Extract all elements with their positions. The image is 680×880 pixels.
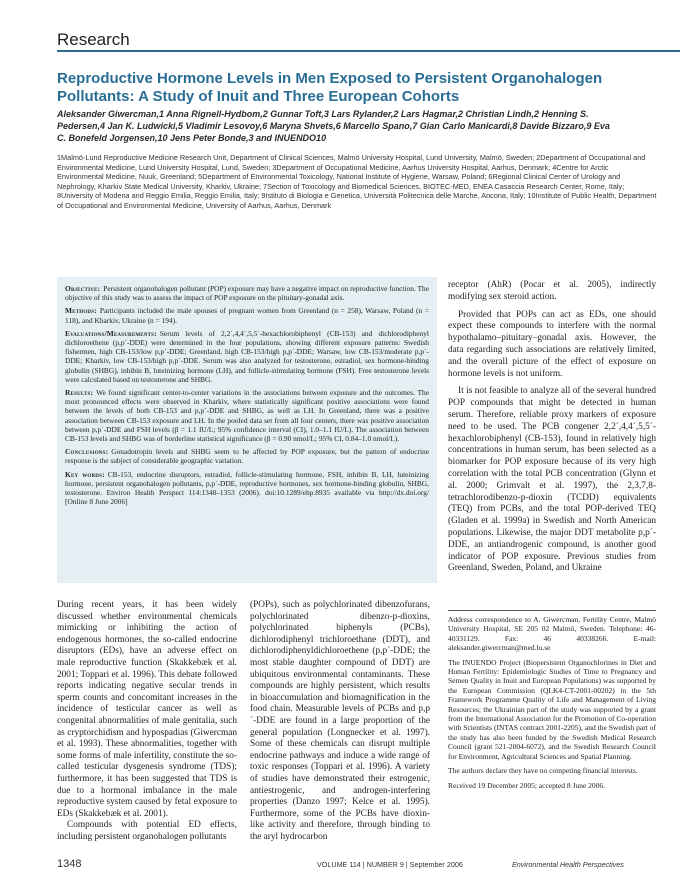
page-footer — [57, 858, 657, 872]
page-number: 1348 — [57, 858, 82, 870]
abstract-conclusions-heading: Conclusions: — [65, 447, 109, 457]
correspondence-address: Address correspondence to A. Giwercman, Fertility Centre, Malmö University Hospital, SE 205 02 Malmö, Sweden. Telephone: 46-40331129. Fax: 46 40338266. E-mail: aleksander.giwercman@med.lu.se — [448, 615, 656, 653]
affiliations: 1Malmö-Lund Reproductive Medicine Research Unit, Department of Clinical Sciences, Malmö University Hospital, Lund University, Malmö, Sweden; 2Department of Occupational and Environmental Medicine, Lund University Hospital, Lund, Sweden; 3Department of Occupational Medicine, Aarhus University Hospital, Aarhus, Denmark; 4Centre for Arctic Environmental Medicine, Nuuk, Greenland; 5Department of Environmental Toxicology, National Institute of Hygiene, Warsaw, Poland; 6Regional Clinical Center of Urology and Nephrology, Kharkiv State Medical University, Kharkiv, Ukraine; 7Section of Toxicology and Biomedical Sciences, BIOTEC-MED, ENEA Casaccia Research Center, Rome, Italy; 8University of Modena and Reggio Emilia, Reggio Emilia, Italy; 9Istituto di Biologia e Genetica, Università Politecnica delle Marche, Ancona, Italy; 10Institute of Public Health, Department of Occupational and Environmental Medicine, University of Aarhus, Aarhus, Denmark — [57, 153, 657, 210]
abstract-evaluations — [65, 329, 429, 384]
abstract-evaluations-text: Serum levels of 2,2´,4,4´,5,5´-hexachlorobiphenyl (CB-153) and dichlorodiphenyl dichloroethene (p,p´-DDE) were determined in the four populations, showing different exposure patterns: Swedish fishermen, high CB-153/low p,p´-DDE; Greenland, high CB-153/high p,p´-DDE; Warsaw, low CB-153/moderate p,p´-DDE; Kharkiv, low CB-153/high p,p´-DDE. Serum was also analyzed for testosterone, estradiol, sex hormone-binding globulin (SHBG), inhibin B, luteinizing hormone (LH), and follicle-stimulating hormone (FSH). Free testosterone levels were calculated based on testosterone and SHBG. — [65, 328, 429, 384]
volume-info: VOLUME 114 | NUMBER 9 | September 2006 — [317, 860, 463, 869]
author-list: Aleksander Giwercman,1 Anna Rignell-Hydbom,2 Gunnar Toft,3 Lars Rylander,2 Lars Hagmar,2 Christian Lindh,2 Henning S. Pedersen,4 Jan K. Ludwicki,5 Vladimir Lesovoy,6 Maryna Shvets,6 Marcello Spano,7 Gian Carlo Manicardi,8 Davide Bizzaro,9 Eva C. Bonefeld Jorgensen,10 Jens Peter Bonde,3 and INUENDO10 — [57, 109, 610, 143]
abstract-methods-text: Participants included the male spouses of pregnant women from Greenland (n = 258), Warsaw, Poland (n = 118), and Kharkiv, Ukraine (n = 194). — [65, 306, 429, 325]
section-label: Research — [57, 30, 130, 49]
abstract-objective-heading: Objective: — [65, 284, 101, 293]
abstract-keywords — [65, 470, 429, 507]
correspondence-notes — [448, 610, 656, 795]
abstract-conclusions-text: Gonadotropin levels and SHBG seem to be affected by POP exposure, but the pattern of endocrine response is the subject of considerable geographic variation. — [65, 447, 429, 466]
body-paragraph: (POPs), such as polychlorinated dibenzofurans, polychlorinated dibenzo-p-dioxins, polychlorinated biphenyls (PCBs), dichlorodiphenyl trichloroethane (DDT), and dichlorodiphenyldichloroethene (p,p´-DDE; the most stable daughter compound of DDT) are ubiquitous environmental contaminants. These compounds are highly persistent, which results in bioaccumulation and biomagnification in the food chain. Measurable levels of PCBs and p,p´-DDE are found in a large proportion of the general population (Longnecker et al. 1997). Some of these chemicals can disrupt multiple endocrine pathways and induce a wide range of toxic responses (Toppari et al. 1996). A variety of studies have demonstrated their estrogenic, antiestrogenic, and androgen-interfering properties (Danzo 1997; Kelce et al. 1995). Furthermore, some of the PCBs have dioxin-like activity and therefore, through binding to the aryl hydrocarbon — [250, 600, 430, 842]
right-column-paragraph: Provided that POPs can act as EDs, one should expect these compounds to interfere with the normal hypothalamo–pituitary–gonadal axis. However, the data regarding such associations are relatively limited, and the overall picture of the effect of exposure on hormone levels is not uniform. — [448, 309, 656, 379]
right-column-paragraph: receptor (AhR) (Pocar et al. 2005), indirectly modifying sex steroid action. — [448, 280, 656, 302]
page-header — [0, 0, 680, 52]
journal-name: Environmental Health Perspectives — [512, 860, 624, 869]
abstract-results-heading: Results: — [65, 388, 94, 398]
header-rule — [57, 50, 680, 52]
abstract-methods — [65, 306, 429, 324]
abstract-evaluations-heading: Evaluations/Measurements: — [65, 328, 157, 338]
body-paragraph: During recent years, it has been widely discussed whether environmental chemicals mimicking or inhibiting the action of endogenous hormones, the so-called endocrine disruptors (EDs), have an adverse effect on male reproductive function (Skakkebæk et al. 2001; Toppari et al. 1996). This debate followed reports indicating negative secular trends in sperm counts and concomitant increases in the incidence of testicular cancer as well as congenital abnormalities of male genitalia, such as cryptorchidism and hypospadias (Giwercman et al. 1993). These abnormalities, together with some forms of male infertility, constitute the so-called testicular dysgenesis syndrome (TDS); furthermore, it has been suggested that TDS is due to a hormonal imbalance in the male reproductive system caused by fetal exposure to EDs (Skakkebæk et al. 2001). — [57, 600, 237, 819]
right-column — [448, 280, 656, 581]
body-paragraph: Compounds with potential ED effects, including persistent organohalogen pollutants — [57, 820, 237, 842]
article-title: Reproductive Hormone Levels in Men Exposed to Persistent Organohalogen Pollutants: A Study of Inuit and Three European Cohorts — [57, 70, 603, 105]
received-accepted-dates: Received 19 December 2005; accepted 8 June 2006. — [448, 780, 606, 790]
abstract-methods-heading: Methods: — [65, 306, 97, 316]
abstract-conclusions — [65, 447, 429, 465]
body-column-middle — [250, 600, 430, 843]
abstract-keywords-text: CB-153, endocrine disruptors, estradiol, follicle-stimulating hormone, FSH, inhibin B, LH, luteinizing hormone, persistent organohalogen pollutants, p,p´-DDE, reproductive hormones, sex hormone-binding globulin, SHBG, testosterone. Environ Health Perspect 114:1348–1353 (2006). doi:10.1289/ehp.8935 available via http://dx.doi.org/ [Online 8 June 2006] — [65, 469, 429, 507]
abstract-results-text: We found significant center-to-center variations in the associations between exposure and the outcomes. The most pronounced effects were observed in Kharkiv, where statistically significant positive associations were found between the levels of both CB-153 and p,p´-DDE and SHBG, as well as LH. In Greenland, there was a positive association between CB-153 exposure and LH. In the pooled data set from all four centers, there was positive association between p,p´-DDE and FSH levels (β = 1.1 IU/L; 95% confidence interval (CI), 1.0–1.1 IU/L). The association between CB-153 levels and SHBG was of borderline statistical significance (β = 0.90 nmol/L; 95% CI, 0.84–1.0 nmol/L). — [65, 388, 429, 444]
abstract-objective — [65, 284, 429, 302]
abstract-box — [57, 277, 437, 583]
body-column-left — [57, 600, 237, 843]
funding-note: The INUENDO Project (Biopersistent Organochlorines in Diet and Human Fertility: Epidemiologic Studies of Time to Pregnancy and Semen Quality in Inuit and European Populations) was supported by the European Commission (QLK4-CT-2001-00202) in the 5th Framework Programme Quality of Life and Management of Living Resources; the Ukrainian part of the study was supported by a grant from the International Association for the Promotion of Co-operation with Scientists (INTAS contract 2001-2205), and the Swedish part of the study has also been funded by the Swedish Medical Research Council (grant 521-2004-6072), and the Swedish Research Council for Environment, Agricultural Sciences and Spatial Planning. — [448, 657, 656, 761]
competing-interests-note: The authors declare they have no competing financial interests. — [448, 766, 638, 776]
right-column-paragraph: It is not feasible to analyze all of the several hundred POP compounds that might be detected in human serum. Therefore, reliable proxy markers of exposure need to be used. The PCB congener 2,2´,4,4´,5,5´-hexachlorobiphenyl (CB-153), found in relatively high concentrations in human serum, has been selected as a biomarker for POP exposure because of its very high correlation with the total PCB concentration (Glynn et al. 2000; Grimvalt et al. 1997), the 2,3,7,8-tetrachlorodibenzo-p-dioxin (TCDD) equivalents (TEQ) from PCBs, and the total POP-derived TEQ (Gladen et al. 1999a) in Swedish and North American populations. Likewise, the major DDT metabolite p,p´-DDE, an antiandrogenic compound, is another good indicator of POP exposure. Previous studies from Greenland, Sweden, Poland, and Ukraine — [448, 386, 656, 574]
abstract-results — [65, 388, 429, 443]
abstract-keywords-heading: Key words: — [65, 469, 105, 479]
abstract-objective-text: Persistent organohalogen pollutant (POP) exposure may have a negative impact on reproductive function. The objective of this study was to assess the impact of POP exposure on the pituitary-gonadal axis. — [65, 284, 429, 303]
